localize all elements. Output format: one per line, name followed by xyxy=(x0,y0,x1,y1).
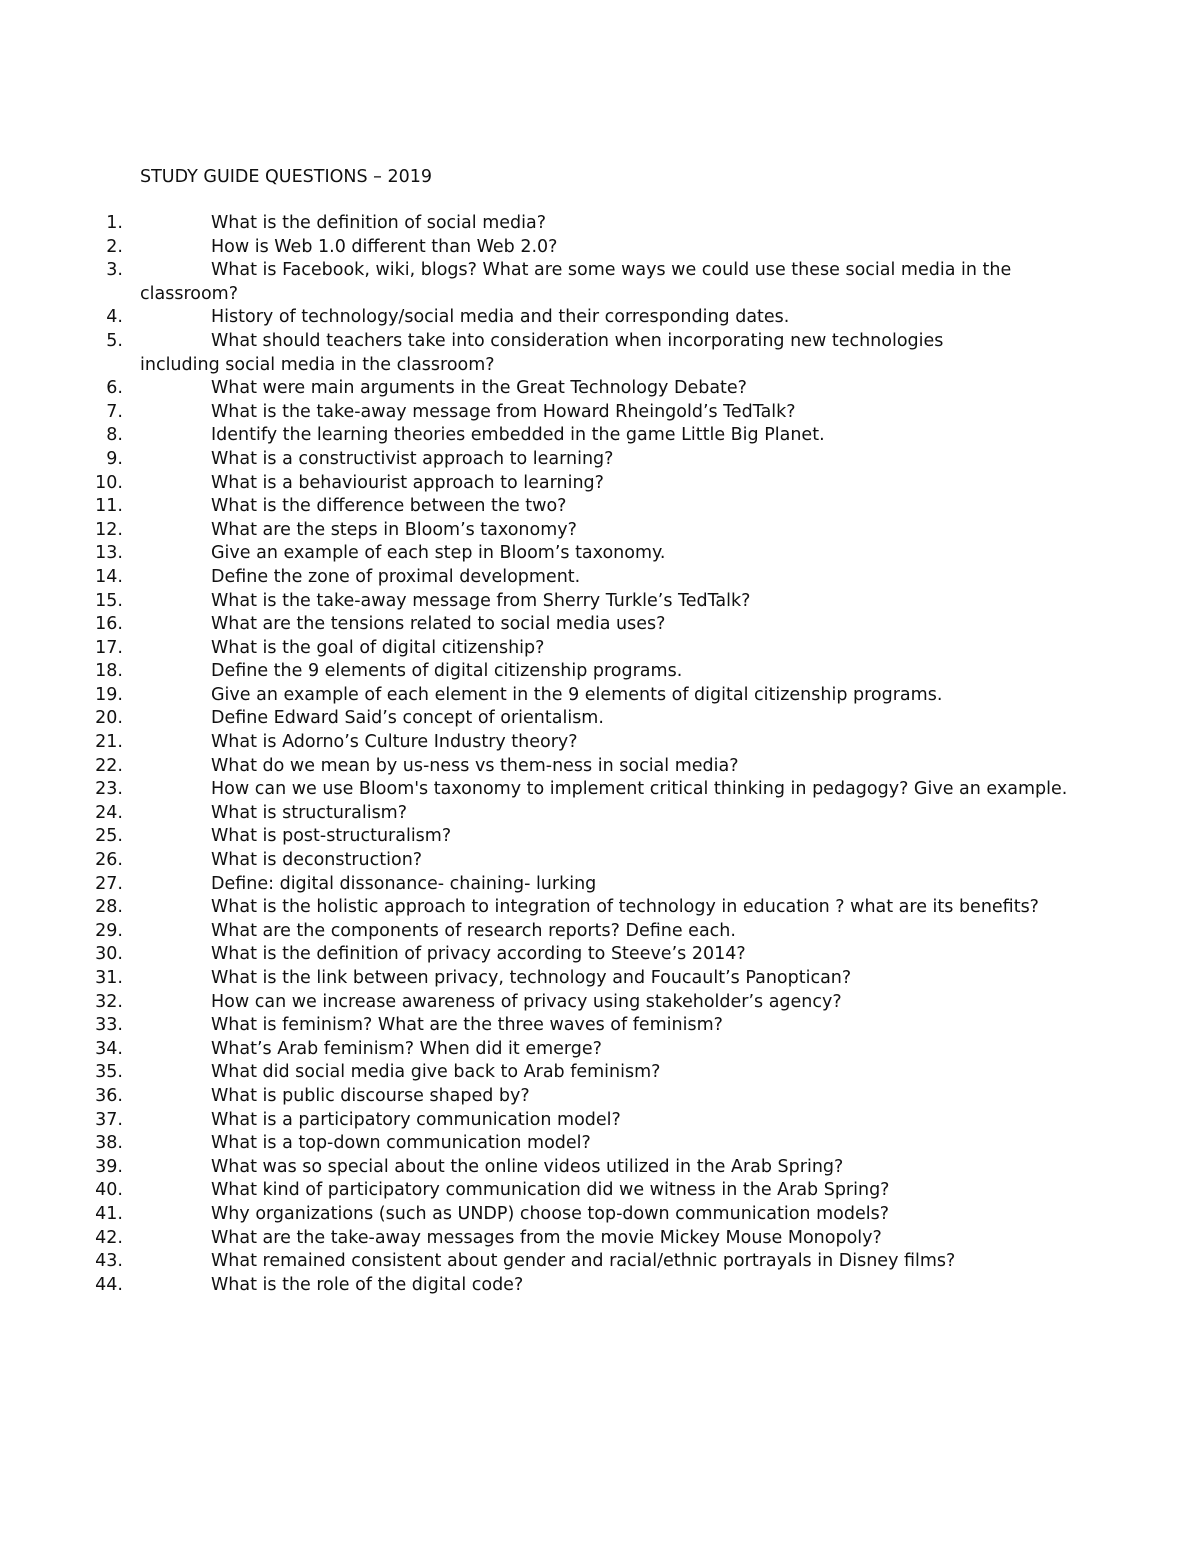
question-text: What is a behaviourist approach to learning? xyxy=(211,472,604,493)
question-item xyxy=(0,472,1200,496)
question-text: What should teachers take into consideration when incorporating new technologies including social media in the classroom? xyxy=(140,330,944,375)
question-list xyxy=(0,212,1200,1297)
question-number: 15. xyxy=(95,590,123,611)
question-item xyxy=(0,495,1200,519)
question-number: 29. xyxy=(95,920,123,941)
question-text: What is a participatory communication model? xyxy=(211,1109,621,1130)
question-text: Define the 9 elements of digital citizenship programs. xyxy=(211,661,683,682)
question-text: Identify the learning theories embedded in the game Little Big Planet. xyxy=(211,425,825,446)
question-text: What is a top-down communication model? xyxy=(211,1133,591,1154)
question-text: What do we mean by us-ness vs them-ness in social media? xyxy=(211,755,739,776)
question-text: Give an example of each element in the 9 elements of digital citizenship programs. xyxy=(211,684,943,705)
question-text: How is Web 1.0 different than Web 2.0? xyxy=(211,236,558,257)
question-text: What is feminism? What are the three waves of feminism? xyxy=(211,1015,723,1036)
question-number: 18. xyxy=(95,661,123,682)
question-text: What is the goal of digital citizenship? xyxy=(211,637,545,658)
question-item xyxy=(0,259,1200,306)
question-item xyxy=(0,1109,1200,1133)
question-number: 22. xyxy=(95,755,123,776)
question-number: 24. xyxy=(95,802,123,823)
question-item xyxy=(0,566,1200,590)
question-text: Why organizations (such as UNDP) choose top-down communication models? xyxy=(211,1203,889,1224)
question-text: History of technology/social media and their corresponding dates. xyxy=(211,307,790,328)
question-item xyxy=(0,991,1200,1015)
question-number: 33. xyxy=(95,1015,123,1036)
question-item xyxy=(0,873,1200,897)
question-item xyxy=(0,849,1200,873)
question-text: What is the link between privacy, technology and Foucault’s Panoptican? xyxy=(211,968,852,988)
question-item xyxy=(0,802,1200,826)
question-item xyxy=(0,707,1200,731)
question-item xyxy=(0,1156,1200,1180)
question-text: Define Edward Said’s concept of orientalism. xyxy=(211,708,604,729)
question-item xyxy=(0,448,1200,472)
question-number: 35. xyxy=(95,1062,123,1083)
question-number: 37. xyxy=(95,1109,123,1130)
question-item xyxy=(0,424,1200,448)
question-number: 30. xyxy=(95,944,123,965)
question-number: 34. xyxy=(95,1038,123,1059)
question-text: What did social media give back to Arab feminism? xyxy=(211,1062,661,1083)
question-number: 36. xyxy=(95,1085,123,1106)
question-text: What is deconstruction? xyxy=(211,850,423,871)
question-number: 39. xyxy=(95,1156,123,1177)
question-item xyxy=(0,731,1200,755)
question-text: What is post-structuralism? xyxy=(211,826,452,847)
question-text: What remained consistent about gender and racial/ethnic portrayals in Disney films? xyxy=(211,1251,956,1272)
question-item xyxy=(0,613,1200,637)
question-number: 11. xyxy=(95,496,123,517)
question-text: What’s Arab feminism? When did it emerge? xyxy=(211,1038,602,1059)
question-number: 16. xyxy=(95,614,123,635)
question-text: What are the components of research reports? Define each. xyxy=(211,920,736,941)
question-item xyxy=(0,684,1200,708)
question-text: What is the role of the digital code? xyxy=(211,1274,524,1295)
question-item xyxy=(0,212,1200,236)
question-text: What kind of participatory communication did we witness in the Arab Spring? xyxy=(211,1180,890,1201)
question-item xyxy=(0,1038,1200,1062)
question-text: What is Adorno’s Culture Industry theory? xyxy=(211,732,578,753)
question-text: What is the holistic approach to integration of technology in education ? what are its benefits? xyxy=(211,897,1039,918)
question-text: What is the definition of social media? xyxy=(211,213,546,233)
question-text: Define the zone of proximal development. xyxy=(211,566,581,587)
question-number: 40. xyxy=(95,1180,123,1201)
question-text: What is the take-away message from Howard Rheingold’s TedTalk? xyxy=(211,401,796,422)
question-item xyxy=(0,1132,1200,1156)
question-number: 19. xyxy=(95,684,123,705)
question-item xyxy=(0,1085,1200,1109)
question-item xyxy=(0,236,1200,260)
question-item xyxy=(0,896,1200,920)
question-number: 1. xyxy=(106,213,123,233)
question-text: What is structuralism? xyxy=(211,802,408,823)
question-number: 43. xyxy=(95,1251,123,1272)
question-number: 14. xyxy=(95,566,123,587)
question-number: 23. xyxy=(95,779,123,800)
question-number: 32. xyxy=(95,991,123,1012)
question-item xyxy=(0,660,1200,684)
question-item xyxy=(0,401,1200,425)
question-text: What is the take-away message from Sherry Turkle’s TedTalk? xyxy=(211,590,751,611)
question-number: 31. xyxy=(95,968,123,988)
question-item xyxy=(0,778,1200,802)
question-item xyxy=(0,967,1200,991)
question-item xyxy=(0,920,1200,944)
question-number: 12. xyxy=(95,519,123,540)
question-item xyxy=(0,1250,1200,1274)
question-number: 25. xyxy=(95,826,123,847)
question-text: How can we increase awareness of privacy using stakeholder’s agency? xyxy=(211,991,842,1012)
question-item xyxy=(0,1203,1200,1227)
question-item xyxy=(0,542,1200,566)
question-number: 9. xyxy=(106,448,123,469)
question-number: 27. xyxy=(95,873,123,894)
question-number: 5. xyxy=(106,330,123,351)
question-item xyxy=(0,825,1200,849)
question-number: 20. xyxy=(95,708,123,729)
question-item xyxy=(0,755,1200,779)
question-text: What is the definition of privacy according to Steeve’s 2014? xyxy=(211,944,746,965)
question-item xyxy=(0,377,1200,401)
question-number: 3. xyxy=(106,260,123,281)
question-text: How can we use Bloom's taxonomy to implement critical thinking in pedagogy? Give an example. xyxy=(211,779,1068,800)
question-number: 7. xyxy=(106,401,123,422)
page-title: STUDY GUIDE QUESTIONS – 2019 xyxy=(140,167,432,187)
question-item xyxy=(0,590,1200,614)
question-number: 10. xyxy=(95,472,123,493)
question-item xyxy=(0,1061,1200,1085)
question-number: 6. xyxy=(106,378,123,399)
question-item xyxy=(0,306,1200,330)
question-number: 44. xyxy=(95,1274,123,1295)
question-item xyxy=(0,943,1200,967)
question-number: 13. xyxy=(95,543,123,564)
question-item xyxy=(0,637,1200,661)
question-text: What are the steps in Bloom’s taxonomy? xyxy=(211,519,577,540)
question-text: Give an example of each step in Bloom’s taxonomy. xyxy=(211,543,666,564)
question-number: 41. xyxy=(95,1203,123,1224)
question-text: What is the difference between the two? xyxy=(211,496,567,517)
question-text: What are the take-away messages from the movie Mickey Mouse Monopoly? xyxy=(211,1227,882,1248)
question-number: 17. xyxy=(95,637,123,658)
question-number: 2. xyxy=(106,236,123,257)
question-number: 28. xyxy=(95,897,123,918)
question-item xyxy=(0,1014,1200,1038)
question-item xyxy=(0,519,1200,543)
question-item xyxy=(0,330,1200,377)
question-text: What is Facebook, wiki, blogs? What are some ways we could use these social media in the classroom? xyxy=(140,260,1012,304)
question-item xyxy=(0,1274,1200,1298)
question-text: What was so special about the online videos utilized in the Arab Spring? xyxy=(211,1156,844,1177)
question-number: 26. xyxy=(95,850,123,871)
question-item xyxy=(0,1227,1200,1251)
question-text: What is a constructivist approach to learning? xyxy=(211,448,614,469)
question-text: What are the tensions related to social media uses? xyxy=(211,614,666,635)
question-number: 38. xyxy=(95,1133,123,1154)
question-text: Define: digital dissonance- chaining- lurking xyxy=(211,873,597,894)
question-text: What is public discourse shaped by? xyxy=(211,1085,530,1106)
question-number: 42. xyxy=(95,1227,123,1248)
question-number: 8. xyxy=(106,425,123,446)
question-text: What were main arguments in the Great Technology Debate? xyxy=(211,378,747,399)
question-number: 21. xyxy=(95,732,123,753)
question-number: 4. xyxy=(106,307,123,328)
question-item xyxy=(0,1179,1200,1203)
